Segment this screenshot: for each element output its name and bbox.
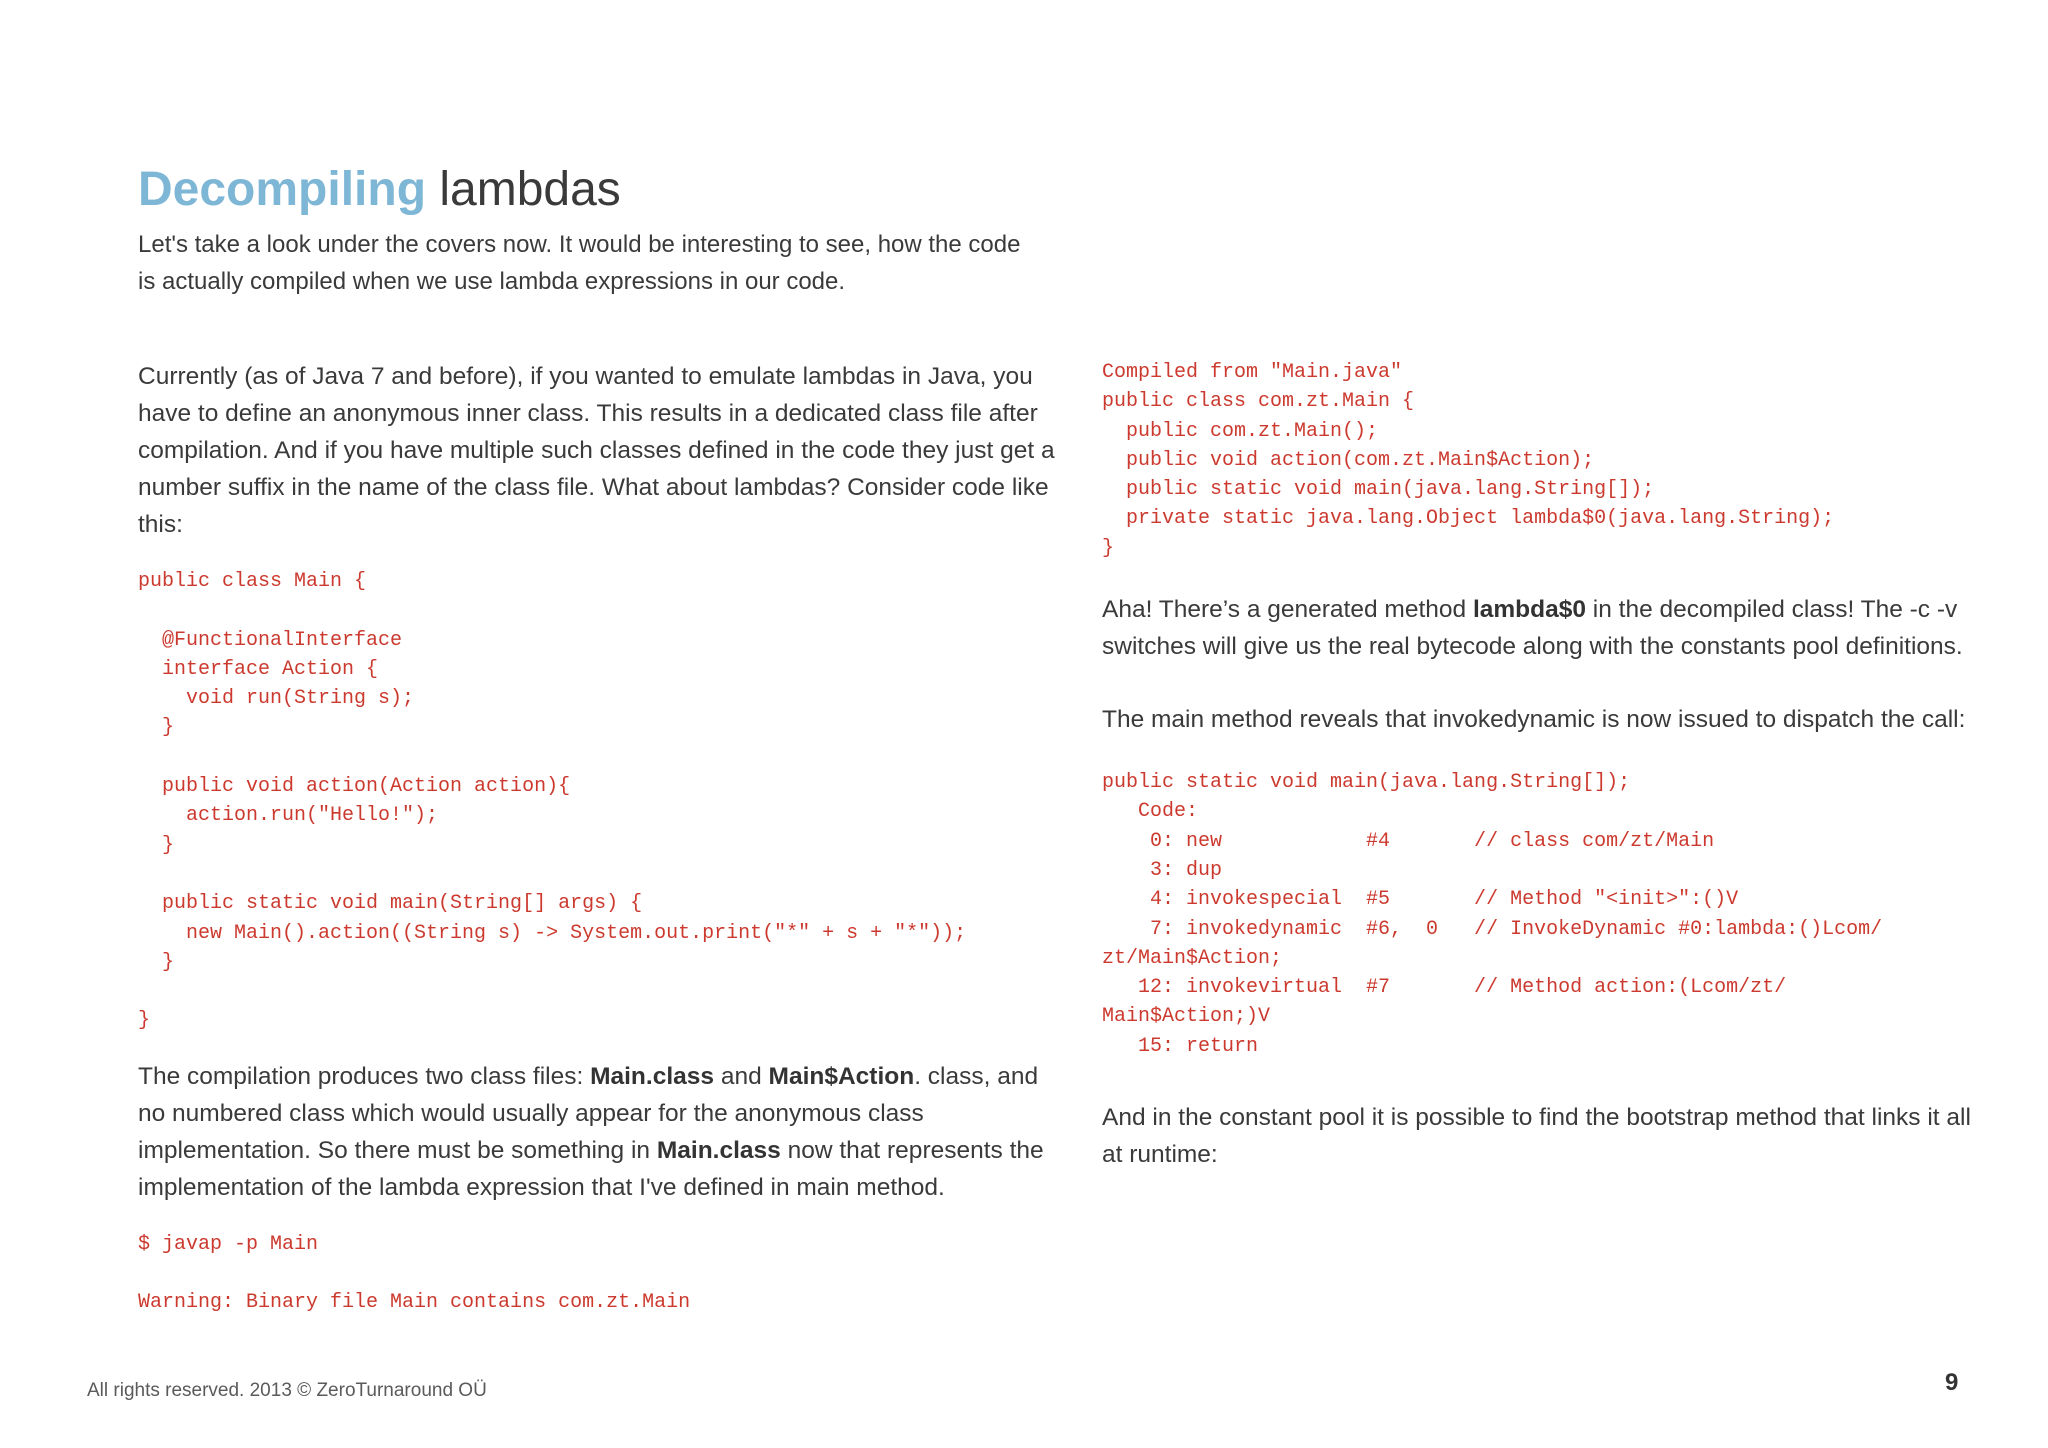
- right-paragraph-2: The main method reveals that invokedynamic is now issued to dispatch the call:: [1102, 706, 1966, 734]
- right-column: [1102, 358, 1982, 1173]
- text-span: The compilation produces two class files:: [138, 1062, 591, 1090]
- code-block-javap-output: Compiled from "Main.java" public class com.zt.Main { public com.zt.Main(); public void action(com.zt.Main$Action); public static void main(java.lang.String[]); private static java.lang.Object lambda$0(java.lang.String); }: [1102, 361, 1835, 560]
- left-paragraph-2: [138, 1058, 1058, 1206]
- title-rest: lambdas: [439, 163, 621, 216]
- code-javap-command: $ javap -p Main: [138, 1232, 319, 1256]
- page-title: [138, 162, 621, 218]
- right-paragraph-1: [1102, 591, 1982, 665]
- text-span: in the decompiled class! The -c -v switches will give us the real bytecode along with the constants pool definitions.: [1102, 596, 1963, 661]
- intro-paragraph: Let's take a look under the covers now. It would be interesting to see, how the code is actually compiled when we use lambda expressions in our code.: [138, 231, 1021, 295]
- text-span: . class, and no numbered class which would usually appear for the anonymous class implementation. So there must be something in: [138, 1062, 1039, 1164]
- bold-span: Main.class: [590, 1062, 715, 1090]
- left-column: [138, 358, 1058, 1317]
- code-block-bytecode: public static void main(java.lang.String[]); Code: 0: new #4 // class com/zt/Main 3: dup 4: invokespecial #5 // Method "<init>":()V 7: invokedynamic #6, 0 // InvokeDynamic #0:lambda:()Lcom/ zt/Main$Action; 12: invokevirtual #7 // Method action:(Lcom/zt/ Main$Action;)V 15: return: [1102, 771, 1883, 1058]
- code-javap-warning: Warning: Binary file Main contains com.zt.Main: [138, 1291, 691, 1315]
- bold-span: Main$Action: [768, 1062, 915, 1090]
- text-span: Aha! There’s a generated method: [1102, 596, 1473, 624]
- title-accent: Decompiling: [138, 163, 427, 216]
- right-paragraph-3: And in the constant pool it is possible to find the bootstrap method that links it all at runtime:: [1102, 1104, 1971, 1169]
- text-span: and: [714, 1062, 769, 1090]
- code-block-main-java: public class Main { @FunctionalInterface interface Action { void run(String s); } public void action(Action action){ action.run("Hello!"); } public static void main(String[] args) { new Main().action((String s) -> System.out.print("*" + s + "*")); } }: [138, 570, 967, 1033]
- left-paragraph-1: Currently (as of Java 7 and before), if you wanted to emulate lambdas in Java, you have to define an anonymous inner class. This results in a dedicated class file after compilation. And if you have multiple such classes defined in the code they just get a number suffix in the name of the class file. What about lambdas? Consider code like this:: [138, 363, 1055, 538]
- page-number: 9: [1945, 1369, 1959, 1396]
- text-span: now that represents the implementation of the lambda expression that I've defined in main method.: [138, 1136, 1044, 1201]
- bold-span: lambda$0: [1472, 596, 1586, 624]
- footer-copyright: All rights reserved. 2013 © ZeroTurnaround OÜ: [87, 1380, 487, 1401]
- bold-span: Main.class: [656, 1136, 781, 1164]
